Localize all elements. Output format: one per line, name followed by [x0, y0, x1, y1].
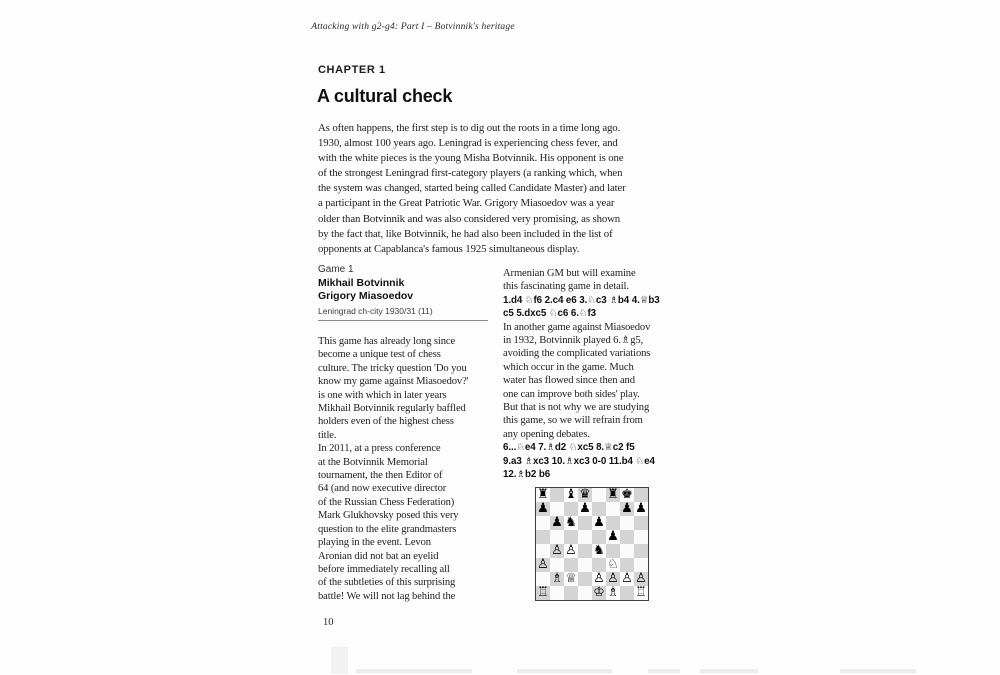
text-line: in 1932, Botvinnik played 6.♗g5, — [503, 335, 644, 347]
white-player-name: Mikhail Botvinnik — [318, 277, 405, 289]
board-square — [634, 488, 648, 502]
board-square — [550, 544, 564, 558]
text-line: holders even of the highest chess — [318, 416, 454, 428]
text-line: of the subtleties of this surprising — [318, 577, 456, 589]
board-square — [550, 586, 564, 600]
scan-artifact — [331, 647, 348, 674]
board-square — [592, 558, 606, 572]
chess-piece-black-pawn: ♟ — [537, 501, 549, 516]
text-line: culture. The tricky question 'Do you — [318, 362, 467, 374]
board-square — [592, 502, 606, 516]
board-square — [550, 572, 564, 586]
text-line: 64 (and now executive director — [318, 483, 447, 495]
game-number: Game 1 — [318, 264, 354, 275]
page-title: A cultural check — [317, 86, 453, 106]
text-line: of the Russian Chess Federation) — [318, 496, 455, 508]
chess-piece-black-king: ♚ — [621, 487, 633, 502]
board-square — [578, 586, 592, 600]
text-line: This game has already long since — [318, 336, 456, 347]
chess-piece-white-pawn: ♙ — [635, 571, 647, 586]
right-column-text — [503, 267, 660, 482]
text-line: of the strongest Leningrad first-category players (a ranking which, when — [318, 167, 623, 180]
move-line: c5 5.dxc5 ♘c6 6.♘f3 — [503, 308, 597, 320]
chess-diagram — [535, 487, 649, 601]
board-square — [536, 530, 550, 544]
chess-piece-black-knight: ♞ — [593, 543, 605, 558]
move-line: 1.d4 ♘f6 2.c4 e6 3.♘c3 ♗b4 4.♕b3 — [503, 294, 660, 306]
board-square — [536, 544, 550, 558]
board-square — [620, 572, 634, 586]
board-square — [606, 572, 620, 586]
board-square — [578, 558, 592, 572]
board-square — [634, 558, 648, 572]
chess-piece-white-king: ♔ — [593, 585, 605, 600]
board-square — [564, 586, 578, 600]
board-square — [606, 544, 620, 558]
board-square — [578, 530, 592, 544]
move-line: 6...♘e4 7.♗d2 ♘xc5 8.♕c2 f5 — [503, 442, 635, 454]
text-line: In 2011, at a press conference — [318, 443, 441, 455]
black-player-name: Grigory Miasoedov — [318, 290, 414, 302]
board-square — [578, 544, 592, 558]
board-square — [620, 502, 634, 516]
board-square — [536, 516, 550, 530]
chess-piece-black-queen: ♛ — [579, 487, 591, 502]
intro-paragraph — [318, 121, 683, 257]
board-square — [620, 530, 634, 544]
board-square — [634, 502, 648, 516]
board-square — [536, 488, 550, 502]
board-square — [592, 544, 606, 558]
scan-artifact — [356, 669, 472, 673]
text-line: tournament, the then Editor of — [318, 470, 443, 482]
text-line: question to the elite grandmasters — [318, 523, 457, 535]
text-line: which occur in the game. Much — [503, 361, 634, 373]
text-line: title. — [318, 429, 337, 441]
text-line: any opening debates. — [503, 428, 590, 440]
board-square — [634, 572, 648, 586]
board-square — [578, 488, 592, 502]
board-square — [564, 558, 578, 572]
text-line: with the white pieces is the young Misha Botvinnik. His opponent is one — [318, 152, 624, 165]
board-square — [620, 544, 634, 558]
board-square — [606, 530, 620, 544]
chess-piece-white-pawn: ♙ — [551, 543, 563, 558]
text-line: this game, so we will refrain from — [503, 415, 643, 427]
text-line: the system was changed, started being called Candidate Master) and later — [318, 182, 626, 195]
game-event: Leningrad ch-city 1930/31 (11) — [318, 306, 433, 316]
text-line: become a unique test of chess — [318, 349, 441, 361]
scan-artifact — [517, 669, 612, 673]
board-square — [550, 516, 564, 530]
text-line: Armenian GM but will examine — [503, 268, 636, 279]
chess-piece-white-bishop: ♗ — [607, 585, 619, 600]
text-line: But that is not why we are studying — [503, 402, 650, 414]
text-line: by the fact that, like Botvinnik, he had also been included in the list of — [318, 227, 613, 240]
board-square — [606, 586, 620, 600]
chess-piece-white-knight: ♘ — [607, 557, 619, 572]
board-square — [592, 488, 606, 502]
board-square — [592, 572, 606, 586]
chess-piece-white-pawn: ♙ — [565, 543, 577, 558]
text-line: older than Botvinnik and was also considered very promising, as shown — [318, 212, 621, 225]
chess-piece-white-rook: ♖ — [537, 585, 549, 600]
chess-piece-white-pawn: ♙ — [621, 571, 633, 586]
board-square — [592, 586, 606, 600]
board-square — [550, 530, 564, 544]
text-line: this fascinating game in detail. — [503, 281, 629, 293]
board-square — [550, 488, 564, 502]
chess-piece-black-pawn: ♟ — [593, 515, 605, 530]
text-line: As often happens, the first step is to dig out the roots in a time long ago. — [318, 122, 621, 134]
board-square — [606, 502, 620, 516]
scan-artifact — [648, 669, 680, 673]
text-line: one can improve both sides' play. — [503, 388, 640, 400]
text-line: water has flowed since then and — [503, 375, 635, 387]
text-line: Aronian did not bat an eyelid — [318, 550, 439, 562]
board-square — [620, 558, 634, 572]
board-square — [634, 516, 648, 530]
chess-piece-black-rook: ♜ — [607, 487, 619, 502]
text-line: at the Botvinnik Memorial — [318, 456, 428, 468]
text-line: know my game against Miasoedov?' — [318, 376, 469, 388]
chess-piece-black-pawn: ♟ — [607, 529, 619, 544]
board-square — [564, 530, 578, 544]
board-square — [606, 558, 620, 572]
chapter-label: CHAPTER 1 — [318, 64, 386, 76]
chess-piece-white-pawn: ♙ — [537, 557, 549, 572]
chess-piece-black-rook: ♜ — [537, 487, 549, 502]
board-square — [564, 502, 578, 516]
text-line: In another game against Miasoedov — [503, 321, 651, 333]
text-line: is one with which in later years — [318, 389, 447, 401]
text-line: Mark Glukhovsky posed this very — [318, 510, 459, 522]
board-square — [536, 558, 550, 572]
board-square — [606, 516, 620, 530]
board-square — [578, 502, 592, 516]
text-line: Mikhail Botvinnik regularly baffled — [318, 403, 466, 415]
board-square — [564, 488, 578, 502]
scan-artifact — [840, 669, 916, 673]
chess-piece-white-pawn: ♙ — [607, 571, 619, 586]
chess-piece-black-pawn: ♟ — [635, 501, 647, 516]
chess-piece-black-pawn: ♟ — [579, 501, 591, 516]
text-line: battle! We will not lag behind the — [318, 590, 456, 602]
chess-piece-black-pawn: ♟ — [551, 515, 563, 530]
board-square — [564, 544, 578, 558]
board-square — [634, 544, 648, 558]
move-line: 9.a3 ♗xc3 10.♗xc3 0-0 11.b4 ♘e4 — [503, 455, 655, 467]
board-square — [550, 558, 564, 572]
move-line: 12.♗b2 b6 — [503, 469, 551, 481]
text-line: opponents at Capablanca's famous 1925 simultaneous display. — [318, 242, 580, 255]
text-line: avoiding the complicated variations — [503, 348, 651, 360]
page-number: 10 — [323, 617, 334, 628]
board-square — [620, 516, 634, 530]
text-line: a participant in the Great Patriotic War. Grigory Miasoedov was a year — [318, 197, 615, 210]
board-square — [536, 502, 550, 516]
board-square — [634, 530, 648, 544]
chess-piece-white-pawn: ♙ — [593, 571, 605, 586]
text-line: playing in the event. Levon — [318, 537, 431, 549]
left-column-text — [318, 335, 468, 603]
chess-piece-black-bishop: ♝ — [565, 487, 577, 502]
chess-piece-white-rook: ♖ — [635, 585, 647, 600]
board-square — [592, 516, 606, 530]
board-square — [606, 488, 620, 502]
board-square — [620, 488, 634, 502]
board-square — [564, 516, 578, 530]
board-square — [536, 586, 550, 600]
running-header: Attacking with g2-g4: Part I – Botvinnik's heritage — [311, 22, 515, 32]
scan-artifact — [700, 669, 758, 673]
board-square — [634, 586, 648, 600]
board-square — [578, 572, 592, 586]
text-line: before immediately recalling all — [318, 563, 450, 575]
divider-rule — [318, 320, 488, 321]
board-square — [536, 572, 550, 586]
chess-piece-black-pawn: ♟ — [621, 501, 633, 516]
chess-piece-white-bishop: ♗ — [551, 571, 563, 586]
board-square — [592, 530, 606, 544]
chess-piece-white-queen: ♕ — [565, 571, 577, 586]
board-square — [550, 502, 564, 516]
board-square — [564, 572, 578, 586]
chess-piece-black-knight: ♞ — [565, 515, 577, 530]
board-square — [578, 516, 592, 530]
board-square — [620, 586, 634, 600]
text-line: 1930, almost 100 years ago. Leningrad is experiencing chess fever, and — [318, 137, 618, 150]
